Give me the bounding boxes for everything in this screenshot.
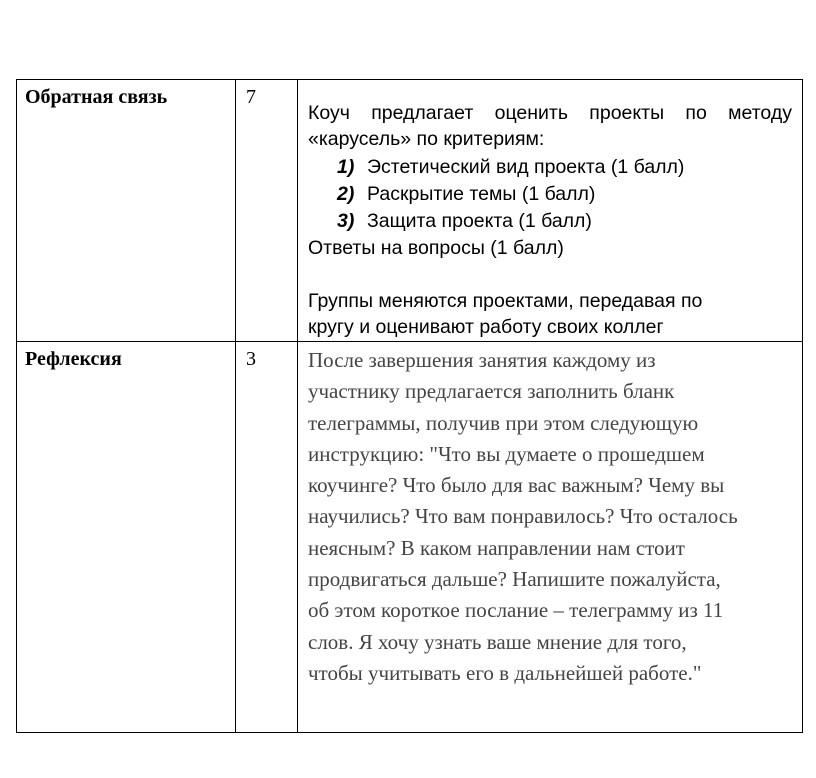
intro-word: по — [685, 102, 707, 124]
intro-word: Коуч — [308, 102, 350, 124]
reflection-description — [298, 342, 802, 689]
list-number: 3) — [337, 210, 355, 232]
description-cell — [298, 80, 803, 342]
stage-minutes: 3 — [246, 348, 256, 370]
paragraph-line: участнику предлагается заполнить бланк — [308, 379, 675, 404]
intro-line: «карусель» по критериям: — [308, 128, 545, 150]
paragraph-line: чтобы учитывать его в дальнейшей работе." — [308, 660, 702, 685]
paragraph-line: коучинге? Что было для вас важным? Чему вы — [308, 473, 725, 498]
paragraph-line: кругу и оценивают работу своих коллег — [308, 316, 664, 338]
description-cell — [298, 342, 803, 733]
list-item — [337, 208, 792, 235]
criterion-text: Эстетический вид проекта (1 балл) — [367, 156, 685, 178]
paragraph-line: После завершения занятия каждому из — [308, 348, 656, 372]
groups-paragraph — [308, 288, 792, 340]
stage-minutes: 7 — [246, 86, 256, 108]
paragraph-line: слов. Я хочу узнать ваше мнение для того, — [308, 629, 687, 654]
intro-word: методу — [728, 102, 792, 124]
paragraph-line: Группы меняются проектами, передавая по — [308, 290, 703, 312]
feedback-description — [298, 80, 802, 340]
paragraph-line: инструкцию: "Что вы думаете о прошедшем — [308, 441, 705, 466]
paragraph-line: научились? Что вам понравилось? Что осталось — [308, 504, 738, 529]
minutes-cell — [236, 342, 298, 733]
intro-word: предлагает — [371, 102, 474, 124]
list-number: 1) — [337, 156, 355, 178]
list-item — [337, 154, 792, 181]
intro-word: оценить — [494, 102, 568, 124]
lesson-plan-table — [16, 79, 803, 733]
stage-name: Обратная связь — [25, 86, 168, 108]
stage-cell — [17, 342, 236, 733]
list-item — [337, 181, 792, 208]
criterion-text: Защита проекта (1 балл) — [367, 210, 592, 232]
intro-word: проекты — [589, 102, 665, 124]
paragraph-line: продвигаться дальше? Напишите пожалуйста, — [308, 567, 721, 592]
paragraph-line: неясным? В каком направлении нам стоит — [308, 535, 685, 560]
table-row — [17, 342, 803, 733]
list-number: 2) — [337, 183, 355, 205]
minutes-cell — [236, 80, 298, 342]
table-row — [17, 80, 803, 342]
stage-name: Рефлексия — [25, 348, 122, 370]
answers-criterion: Ответы на вопросы (1 балл) — [308, 237, 564, 259]
criterion-text: Раскрытие темы (1 балл) — [367, 183, 596, 205]
criteria-list — [308, 154, 792, 235]
paragraph-line: об этом короткое послание – телеграмму из 11 — [308, 598, 724, 623]
paragraph-line: телеграммы, получив при этом следующую — [308, 410, 699, 435]
stage-cell — [17, 80, 236, 342]
intro-line — [308, 100, 792, 126]
